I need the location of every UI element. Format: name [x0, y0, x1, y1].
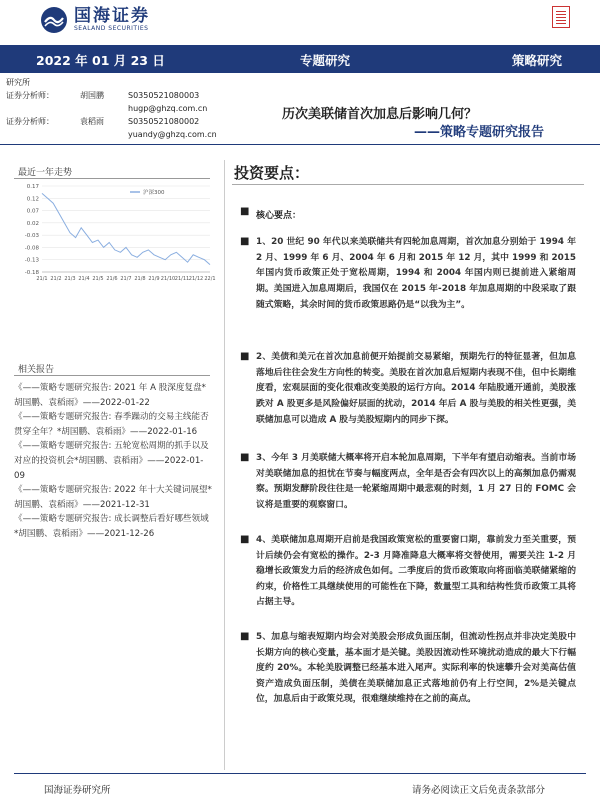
related-report-item[interactable]: 《——策略专题研究报告: 2021 年 A 股深度复盘*胡国鹏、袁稻雨》——2022-01-22 — [14, 383, 206, 408]
analyst-row — [6, 128, 217, 141]
x-tick-label: 21/2 — [50, 276, 62, 282]
analyst-email[interactable]: hugp@ghzq.com.cn — [128, 104, 208, 113]
title-divider — [0, 144, 600, 145]
trend-title: 最近一年走势 — [18, 168, 73, 178]
header-bar — [0, 45, 600, 73]
analyst-label — [6, 102, 80, 115]
related-report-item[interactable]: 《——策略专题研究报告: 成长调整后看好哪些领域*胡国鹏、袁稻雨》——2021-12-26 — [14, 514, 209, 539]
trend-chart-svg — [14, 180, 214, 290]
analyst-row — [6, 115, 217, 128]
x-tick-label: 21/10 — [160, 276, 176, 282]
investment-highlights-heading: 投资要点： — [234, 164, 310, 182]
y-tick-label: 0.12 — [26, 196, 39, 203]
x-tick-label: 21/12 — [188, 276, 204, 282]
key-point-2: 2、美债和美元在首次加息前便开始提前交易紧缩，预期先行的特征显著，但加息落地后往往会发生方向性的转变。美股在首次加息后短期内表现不佳，但中长期维度看，宏观层面的变化很难改变美股的运行方向。2014 年陆股通开通前，美股涨跌对 A 股更多是风险偏好层面的扰动，2014 年后 A 股与美股的相关性更强，美联储加息可以造成 A 股与美股短期内的同步下探。 — [256, 352, 576, 425]
heading-rule — [232, 184, 584, 185]
key-point-1: 1、20 世纪 90 年代以来美联储共有四轮加息周期，首次加息分别始于 1994 年 2 月、1999 年 6 月、2004 年 6 月和 2015 年 12 月，其中 1999 和 2015 年国内货币政策正处于宽松周期，1994 和 2004 年国内则已提前进入紧缩周期。美国进入加息周期后，我国仅在 2015 年-2018 年加息周期的中段采取了跟随式策略，其余时间的货币政策思路仍是“以我为主”。 — [256, 237, 576, 310]
analyst-id: S0350521080003 — [128, 91, 200, 100]
y-tick-label: -0.03 — [24, 233, 39, 240]
key-point-5: 5、加息与缩表短期内均会对美股会形成负面压制，但流动性拐点并非决定美股中长期方向的核心变量，基本面才是关键。美股因流动性环境扰动造成的最大下行幅度约 20%。本轮美股调整已经基本进入尾声。实际利率的快速攀升会对美高估值资产造成负面压制，美债在美联储加息正式落地前仍有上行空间，2%是关键点位，加息后由于政策兑现，很难继续维持在之前的高点。 — [256, 632, 576, 705]
analyst-info — [6, 76, 217, 141]
report-type: 专题研究 — [300, 53, 351, 68]
related-rule — [14, 375, 210, 376]
analyst-name — [80, 76, 128, 89]
analyst-label: 证券分析师： — [6, 117, 54, 126]
report-category: 策略研究 — [512, 53, 563, 68]
analyst-label — [6, 128, 80, 141]
series-line-沪深300 — [42, 193, 210, 264]
key-point-3: 3、今年 3 月美联储大概率将开启本轮加息周期，下半年有望启动缩表。当前市场对美联储加息的担忧在节奏与幅度两点，全年是否会有四次以上的高频加息仍需观察。预期发酵阶段往往是一轮紧缩周期中最悲观的时刻，1 月 27 日的 FOMC 会议将是重要的观察窗口。 — [256, 453, 576, 511]
y-tick-label: -0.18 — [24, 270, 39, 276]
footer-rule — [14, 773, 586, 774]
x-tick-label: 21/9 — [148, 276, 160, 282]
analyst-id: S0350521080002 — [128, 117, 200, 126]
footer-institute: 国海证券研究所 — [44, 785, 111, 796]
trend-chart — [14, 180, 214, 290]
related-report-item[interactable]: 《——策略专题研究报告: 五轮宽松周期的抓手以及对应的投资机会*胡国鹏、袁稻雨》——2022-01-09 — [14, 441, 209, 481]
related-report-item[interactable]: 《——策略专题研究报告: 2022 年十大关键词展望*胡国鹏、袁稻雨》——2021-12-31 — [14, 485, 212, 510]
related-title: 相关报告 — [18, 365, 55, 375]
related-report-item[interactable]: 《——策略专题研究报告: 春季躁动的交易主线能否贯穿全年？*胡国鹏、袁稻雨》——2022-01-16 — [14, 412, 209, 437]
analyst-name: 袁稻雨 — [80, 117, 104, 126]
y-tick-label: 0.17 — [26, 184, 39, 190]
x-tick-label: 21/8 — [134, 276, 146, 282]
square-bullet-icon: ■ — [240, 351, 250, 362]
square-bullet-icon: ■ — [240, 236, 250, 247]
x-tick-label: 22/1 — [204, 276, 216, 282]
analyst-label: 证券分析师： — [6, 91, 54, 100]
square-bullet-icon: ■ — [240, 452, 250, 463]
analyst-row — [6, 102, 217, 115]
square-bullet-icon: ■ — [240, 534, 250, 545]
y-tick-label: -0.08 — [24, 245, 39, 252]
x-tick-label: 21/1 — [36, 276, 48, 282]
analyst-email[interactable]: yuandy@ghzq.com.cn — [128, 130, 217, 139]
analyst-row — [6, 76, 217, 89]
x-tick-label: 21/5 — [92, 276, 104, 282]
related-reports-list — [14, 381, 212, 542]
core-points-label: 核心要点： — [256, 211, 302, 221]
seal-stamp-icon — [552, 6, 570, 28]
report-date: 2022 年 01 月 23 日 — [36, 53, 165, 68]
square-bullet-icon: ■ — [240, 206, 250, 217]
x-tick-label: 21/6 — [106, 276, 118, 282]
analyst-row — [6, 89, 217, 102]
sealand-logo-icon — [40, 6, 68, 34]
analyst-name: 胡国鹏 — [80, 91, 104, 100]
column-divider — [224, 160, 225, 770]
key-point-4: 4、美联储加息周期开启前是我国政策宽松的重要窗口期，靠前发力至关重要，预计后续仍会有宽松的操作。2-3 月降准降息大概率将交替使用，需要关注 1-2 月稳增长政策发力后的经济成色如何。二季度后的货币政策取向将面临美联储紧缩的约束，价格性工具继续使用的可能性在下降，数量型工具和结构性货币政策工具将占据主导。 — [256, 535, 576, 608]
trend-rule — [14, 178, 210, 179]
legend-label: 沪深300 — [143, 190, 165, 196]
y-tick-label: -0.13 — [24, 257, 39, 264]
report-subtitle: ——策略专题研究报告 — [414, 125, 545, 140]
y-tick-label: 0.07 — [26, 208, 39, 215]
analyst-name — [80, 102, 128, 115]
x-tick-label: 21/4 — [78, 276, 90, 282]
x-tick-label: 21/11 — [174, 276, 190, 282]
analyst-label: 研究所 — [6, 78, 30, 87]
report-title: 历次美联储首次加息后影响几何？ — [282, 107, 478, 122]
logo-chinese-name: 国海证券 — [74, 6, 150, 26]
analyst-name — [80, 128, 128, 141]
x-tick-label: 21/3 — [64, 276, 76, 282]
y-tick-label: 0.02 — [26, 220, 39, 227]
x-tick-label: 21/7 — [120, 276, 132, 282]
company-logo — [40, 6, 150, 34]
footer-disclaimer-note: 请务必阅读正文后免责条款部分 — [412, 785, 546, 796]
logo-english-name: SEALAND SECURITIES — [74, 25, 149, 32]
square-bullet-icon: ■ — [240, 631, 250, 642]
